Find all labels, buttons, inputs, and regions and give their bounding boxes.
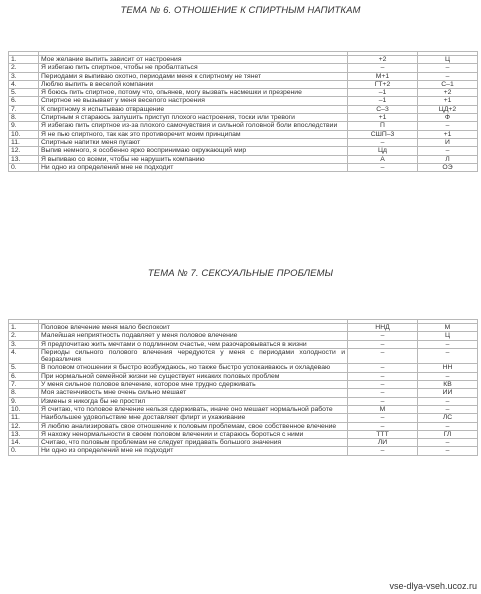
statement-text: Я считаю, что половое влечение нельзя сдерживать, иначе оно мешает нормальной работе (39, 405, 348, 413)
table-row (9, 147, 478, 155)
code-column-1: – (348, 372, 418, 380)
statement-text: Я избегаю пить спиртное, чтобы не пробалтаться (39, 64, 348, 72)
table-row (9, 389, 478, 397)
table-row (9, 130, 478, 138)
row-number: 11. (9, 414, 39, 422)
code-column-2: – (418, 64, 478, 72)
row-number: 4. (9, 80, 39, 88)
code-column-2: – (418, 147, 478, 155)
row-number: 8. (9, 114, 39, 122)
statement-text: Я предпочитаю жить мечтами о подлинном счастье, чем разочаровываться в жизни (39, 340, 348, 348)
code-column-2: – (418, 405, 478, 413)
row-number: 6. (9, 97, 39, 105)
statement-text: Периодами я выпиваю охотно, периодами меня к спиртному не тянет (39, 72, 348, 80)
statement-text: Выпив немного, я особенно ярко воспринимаю окружающий мир (39, 147, 348, 155)
watermark: vse-dlya-vseh.ucoz.ru (389, 581, 477, 591)
code-column-2: – (418, 439, 478, 447)
row-number: 5. (9, 364, 39, 372)
statement-text: Я люблю анализировать свое отношение к половым проблемам, свое собственное влечение (39, 422, 348, 430)
theme-6-rows (9, 52, 478, 172)
code-column-1: – (348, 414, 418, 422)
code-column-2: – (418, 340, 478, 348)
code-column-2: НН (418, 364, 478, 372)
code-column-2: ЦД+2 (418, 105, 478, 113)
table-row (9, 397, 478, 405)
statement-text: Я не пью спиртного, так как это противоречит моим принципам (39, 130, 348, 138)
statement-text: В половом отношении я быстро возбуждаюсь, но также быстро успокаиваюсь и охладеваю (39, 364, 348, 372)
theme-7-title: ТЕМА № 7. СЕКСУАЛЬНЫЕ ПРОБЛЕМЫ (147, 268, 334, 279)
table-row (9, 430, 478, 438)
row-number: 10. (9, 405, 39, 413)
statement-text: Мое желание выпить зависит от настроения (39, 56, 348, 64)
row-number: 14. (9, 439, 39, 447)
row-number: 13. (9, 430, 39, 438)
code-column-1: +2 (348, 56, 418, 64)
row-number: 4. (9, 348, 39, 364)
code-column-1: – (348, 381, 418, 389)
code-column-2: – (418, 397, 478, 405)
code-column-1: –1 (348, 97, 418, 105)
theme-6-title: ТЕМА № 6. ОТНОШЕНИЕ К СПИРТНЫМ НАПИТКАМ (120, 5, 361, 16)
row-number: 12. (9, 147, 39, 155)
table-row (9, 414, 478, 422)
table-row (9, 56, 478, 64)
row-number: 9. (9, 397, 39, 405)
table-row (9, 324, 478, 332)
table-row (9, 64, 478, 72)
statement-text: Я боюсь пить спиртное, потому что, опьянев, могу вызвать насмешки и презрение (39, 89, 348, 97)
row-number: 2. (9, 332, 39, 340)
statement-text: При нормальной семейной жизни не существует никаких половых проблем (39, 372, 348, 380)
row-number: 12. (9, 422, 39, 430)
code-column-2: Ц (418, 56, 478, 64)
code-column-1: М (348, 405, 418, 413)
code-column-1: – (348, 447, 418, 455)
statement-text: Считаю, что половым проблемам не следует придавать большого значения (39, 439, 348, 447)
code-column-1: – (348, 389, 418, 397)
code-column-1: – (348, 364, 418, 372)
row-number: 1. (9, 324, 39, 332)
table-row (9, 163, 478, 171)
code-column-2: +2 (418, 89, 478, 97)
statement-text: Ни одно из определений мне не подходит (39, 447, 348, 455)
statement-text: Половое влечение меня мало беспокоит (39, 324, 348, 332)
table-row (9, 89, 478, 97)
code-column-2: – (418, 122, 478, 130)
code-column-2: – (418, 422, 478, 430)
statement-text: К спиртному я испытываю отвращение (39, 105, 348, 113)
code-column-2: +1 (418, 97, 478, 105)
row-number: 0. (9, 163, 39, 171)
statement-text: Я избегаю пить спиртное из-за плохого самочувствия и сильной головной боли впоследствии (39, 122, 348, 130)
code-column-2: Л (418, 155, 478, 163)
code-column-1: ГТ+2 (348, 80, 418, 88)
code-column-2: ОЭ (418, 163, 478, 171)
table-row (9, 348, 478, 364)
statement-text: Я нахожу ненормальности в своем половом влечении и стараюсь бороться с ними (39, 430, 348, 438)
table-row (9, 105, 478, 113)
theme-7-table (8, 319, 478, 456)
code-column-2: М (418, 324, 478, 332)
code-column-1: – (348, 422, 418, 430)
code-column-2: – (418, 447, 478, 455)
code-column-2: КВ (418, 381, 478, 389)
row-number: 2. (9, 64, 39, 72)
statement-text: Моя застенчивость мне очень сильно мешает (39, 389, 348, 397)
code-column-2: И (418, 138, 478, 146)
code-column-1: – (348, 397, 418, 405)
code-column-1: – (348, 138, 418, 146)
row-number: 7. (9, 105, 39, 113)
row-number: 1. (9, 56, 39, 64)
row-number: 0. (9, 447, 39, 455)
row-number: 8. (9, 389, 39, 397)
row-number: 6. (9, 372, 39, 380)
table-row (9, 372, 478, 380)
code-column-1: – (348, 64, 418, 72)
code-column-2: ЛС (418, 414, 478, 422)
statement-text: Спиртным я стараюсь залушить приступ плохого настроения, тоски или тревоги (39, 114, 348, 122)
row-number: 13. (9, 155, 39, 163)
code-column-2: Ф (418, 114, 478, 122)
table-row (9, 80, 478, 88)
code-column-1: +1 (348, 114, 418, 122)
code-column-2: – (418, 348, 478, 364)
theme-6-table (8, 51, 478, 172)
row-number: 11. (9, 138, 39, 146)
code-column-1: ТТТ (348, 430, 418, 438)
row-number: 10. (9, 130, 39, 138)
row-number: 9. (9, 122, 39, 130)
row-number: 5. (9, 89, 39, 97)
code-column-1: П (348, 122, 418, 130)
table-row (9, 422, 478, 430)
row-number: 7. (9, 381, 39, 389)
code-column-2: ИИ (418, 389, 478, 397)
statement-text: Малейшая неприятность подавляет у меня половое влечение (39, 332, 348, 340)
statement-text: Ни одно из определений мне не подходит (39, 163, 348, 171)
code-column-1: М+1 (348, 72, 418, 80)
table-row (9, 97, 478, 105)
table-row (9, 405, 478, 413)
row-number: 3. (9, 340, 39, 348)
code-column-1: ННД (348, 324, 418, 332)
table-row (9, 122, 478, 130)
table-row (9, 138, 478, 146)
code-column-1: Цд (348, 147, 418, 155)
code-column-1: –1 (348, 89, 418, 97)
statement-text: Я выпиваю со всеми, чтобы не нарушить компанию (39, 155, 348, 163)
statement-text: Спиртное не вызывает у меня веселого настроения (39, 97, 348, 105)
code-column-1: С–3 (348, 105, 418, 113)
statement-text: Периоды сильного полового влечения чередуются у меня с периодами холодности и безразличия (39, 348, 348, 364)
code-column-2: – (418, 372, 478, 380)
statement-text: Спиртные напитки меня пугают (39, 138, 348, 146)
statement-text: Измены я никогда бы не простил (39, 397, 348, 405)
table-row (9, 114, 478, 122)
code-column-1: ЛИ (348, 439, 418, 447)
code-column-1: – (348, 340, 418, 348)
table-row (9, 364, 478, 372)
code-column-2: Ц (418, 332, 478, 340)
code-column-1: – (348, 332, 418, 340)
table-row (9, 155, 478, 163)
code-column-1: СШП–3 (348, 130, 418, 138)
code-column-2: С–1 (418, 80, 478, 88)
table-row (9, 72, 478, 80)
statement-text: У меня сильное половое влечение, которое мне трудно сдерживать (39, 381, 348, 389)
code-column-1: – (348, 348, 418, 364)
table-row (9, 447, 478, 455)
table-row (9, 381, 478, 389)
table-row (9, 340, 478, 348)
row-number: 3. (9, 72, 39, 80)
code-column-2: – (418, 72, 478, 80)
code-column-2: +1 (418, 130, 478, 138)
table-row (9, 439, 478, 447)
statement-text: Люблю выпить в веселой компании (39, 80, 348, 88)
code-column-2: ГЛ (418, 430, 478, 438)
table-row (9, 332, 478, 340)
theme-7-rows (9, 320, 478, 456)
code-column-1: – (348, 163, 418, 171)
statement-text: Наибольшее удовольствие мне доставляет флирт и ухаживание (39, 414, 348, 422)
code-column-1: А (348, 155, 418, 163)
